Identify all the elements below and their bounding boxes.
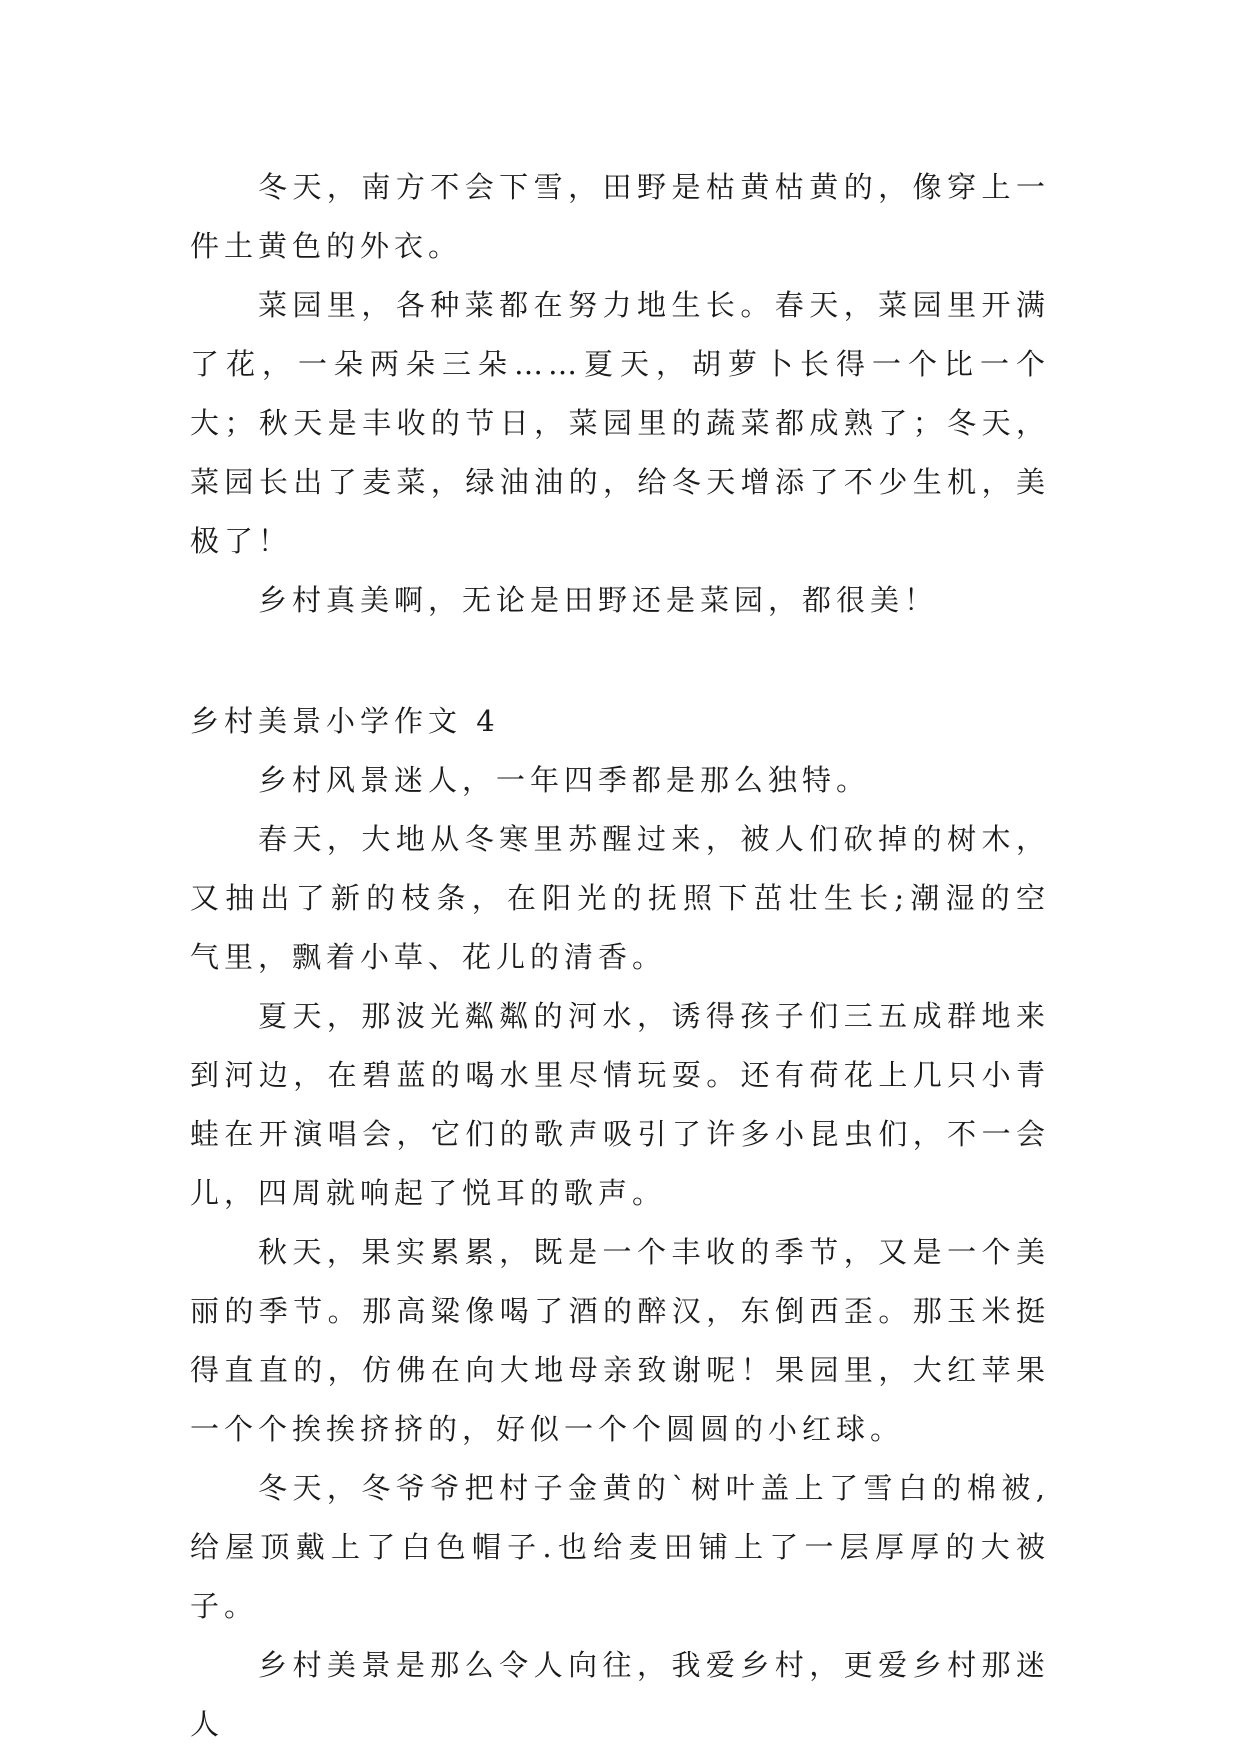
paragraph: 冬天，南方不会下雪，田野是枯黄枯黄的，像穿上一件土黄色的外衣。 <box>190 170 1050 263</box>
paragraph: 菜园里，各种菜都在努力地生长。春天，菜园里开满了花，一朵两朵三朵……夏天，胡萝卜长得一个比一个大；秋天是丰收的节日，菜园里的蔬菜都成熟了；冬天，菜园长出了麦菜，绿油油的，给冬天增添了不少生机，美极了！ <box>190 288 1050 558</box>
paragraph: 冬天，冬爷爷把村子金黄的`树叶盖上了雪白的棉被,给屋顶戴上了白色帽子.也给麦田铺上了一层厚厚的大被子。 <box>190 1471 1050 1623</box>
paragraph: 春天，大地从冬寒里苏醒过来，被人们砍掉的树木，又抽出了新的枝条，在阳光的抚照下茁壮生长;潮湿的空气里，飘着小草、花儿的清香。 <box>190 822 1050 974</box>
paragraph: 秋天，果实累累，既是一个丰收的季节，又是一个美丽的季节。那高粱像喝了酒的醉汉，东倒西歪。那玉米挺得直直的，仿佛在向大地母亲致谢呢！果园里，大红苹果一个个挨挨挤挤的，好似一个个圆圆的小红球。 <box>190 1235 1050 1446</box>
document-page <box>190 158 1050 1754</box>
paragraph: 夏天，那波光粼粼的河水，诱得孩子们三五成群地来到河边，在碧蓝的喝水里尽情玩耍。还有荷花上几只小青蛙在开演唱会，它们的歌声吸引了许多小昆虫们，不一会儿，四周就响起了悦耳的歌声。 <box>190 999 1050 1210</box>
section-title: 乡村美景小学作文 4 <box>190 704 500 738</box>
paragraph: 乡村风景迷人，一年四季都是那么独特。 <box>258 763 871 797</box>
paragraph: 乡村美景是那么令人向往，我爱乡村，更爱乡村那迷人 <box>190 1648 1050 1741</box>
section-gap <box>190 630 1050 692</box>
paragraph: 乡村真美啊，无论是田野还是菜园，都很美！ <box>258 583 939 617</box>
